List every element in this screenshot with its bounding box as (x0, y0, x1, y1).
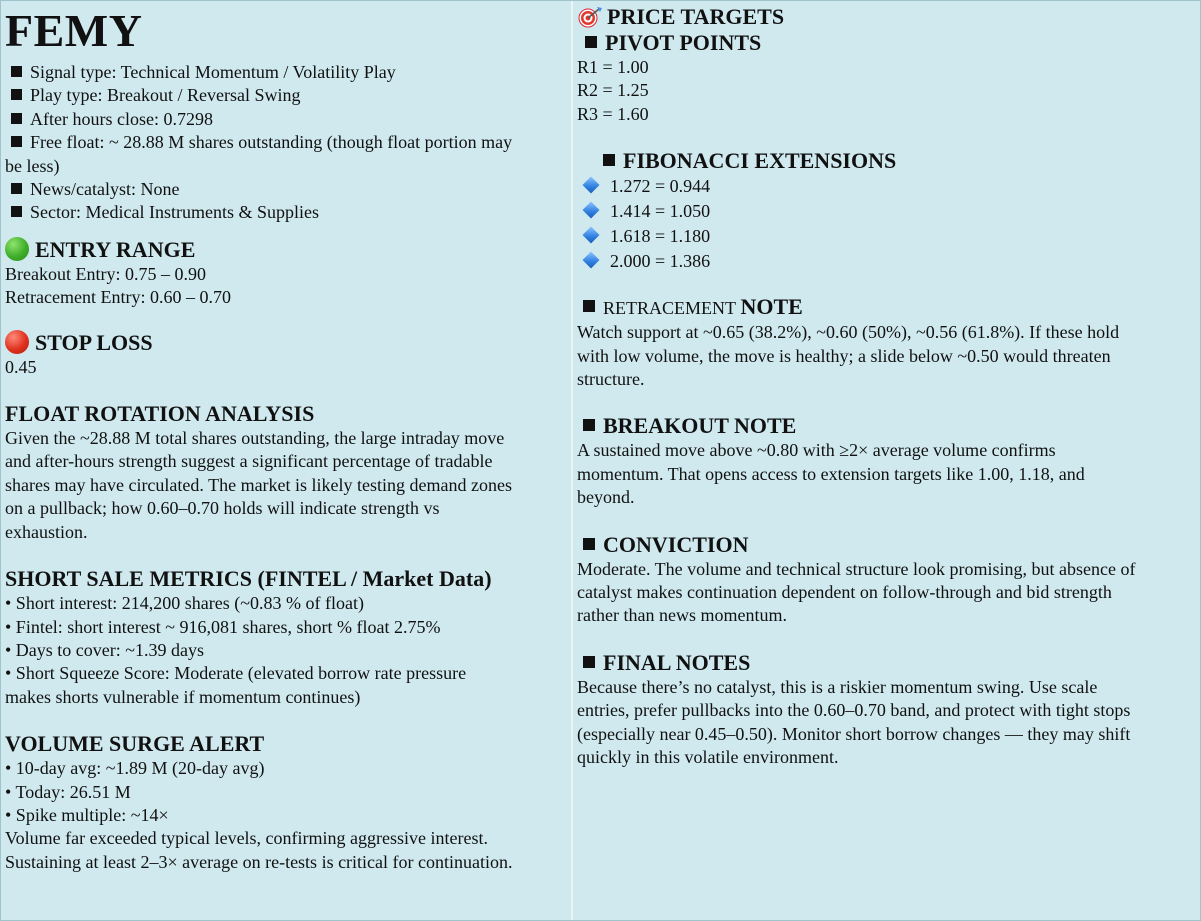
info-signal-type: Signal type: Technical Momentum / Volatility Play (5, 61, 570, 84)
entry-line: Retracement Entry: 0.60 – 0.70 (5, 287, 231, 308)
volume-surge-heading: VOLUME SURGE ALERT (5, 731, 265, 757)
pivot-line: R1 = 1.00 (577, 57, 649, 77)
fib-row: 1.272 = 0.944 (577, 174, 1200, 199)
paragraph-line: on a pullback; how 0.60–0.70 holds will indicate strength vs (5, 498, 440, 519)
fibonacci-heading: FIBONACCI EXTENSIONS (577, 148, 1200, 174)
retracement-line: with low volume, the move is healthy; a slide below ~0.50 would threaten (577, 345, 1111, 366)
price-targets-heading: PRICE TARGETS (577, 4, 1200, 30)
ticker-title: FEMY (5, 5, 143, 56)
volume-line: Volume far exceeded typical levels, confirming aggressive interest. (5, 828, 488, 849)
black-square-icon (583, 538, 595, 550)
stop-loss-heading: STOP LOSS (5, 330, 570, 356)
info-news: News/catalyst: None (5, 178, 570, 201)
short-sale-line: makes shorts vulnerable if momentum continues) (5, 686, 361, 707)
paragraph-line: exhaustion. (5, 521, 88, 542)
short-sale-line: • Short Squeeze Score: Moderate (elevated borrow rate pressure (5, 663, 467, 684)
pivot-line: R3 = 1.60 (577, 103, 649, 124)
info-free-float: Free float: ~ 28.88 M shares outstanding (though float portion may (5, 131, 570, 154)
final-line: entries, prefer pullbacks into the 0.60–0.70 band, and protect with tight stops (577, 700, 1131, 721)
right-column (571, 1, 1200, 920)
breakout-note-heading: BREAKOUT NOTE (577, 413, 1200, 439)
target-dart-icon (577, 6, 603, 28)
breakout-line: beyond. (577, 487, 635, 508)
black-square-icon (11, 89, 22, 100)
breakout-line: momentum. That opens access to extension targets like 1.00, 1.18, and (577, 463, 1085, 484)
breakout-line: A sustained move above ~0.80 with ≥2× average volume confirms (577, 440, 1056, 461)
black-square-icon (11, 136, 22, 147)
black-square-icon (11, 113, 22, 124)
paragraph-line: shares may have circulated. The market is likely testing demand zones (5, 474, 512, 495)
blue-diamond-icon (583, 227, 600, 244)
pivot-points-heading: PIVOT POINTS (577, 30, 1200, 56)
retracement-note-heading: RETRACEMENT NOTE (577, 294, 1200, 321)
final-line: Because there’s no catalyst, this is a riskier momentum swing. Use scale (577, 676, 1098, 697)
short-sale-line: • Short interest: 214,200 shares (~0.83 % of float) (5, 593, 364, 614)
paragraph-line: and after-hours strength suggest a significant percentage of tradable (5, 451, 493, 472)
volume-line: • Spike multiple: ~14× (5, 804, 169, 825)
black-square-icon (603, 154, 615, 166)
volume-line: • 10-day avg: ~1.89 M (20-day avg) (5, 758, 265, 779)
info-play-type: Play type: Breakout / Reversal Swing (5, 84, 570, 107)
final-notes-heading: FINAL NOTES (577, 650, 1200, 676)
black-square-icon (585, 36, 597, 48)
conviction-line: catalyst makes continuation dependent on follow-through and bid strength (577, 582, 1112, 603)
info-sector: Sector: Medical Instruments & Supplies (5, 201, 570, 224)
float-rotation-heading: FLOAT ROTATION ANALYSIS (5, 401, 315, 427)
short-sale-line: • Fintel: short interest ~ 916,081 shares, short % float 2.75% (5, 616, 441, 637)
entry-line: Breakout Entry: 0.75 – 0.90 (5, 263, 206, 284)
black-square-icon (583, 419, 595, 431)
conviction-line: Moderate. The volume and technical structure look promising, but absence of (577, 558, 1136, 579)
black-square-icon (11, 66, 22, 77)
black-square-icon (583, 300, 595, 312)
fib-row: 2.000 = 1.386 (577, 249, 1200, 274)
red-circle-icon (5, 330, 29, 354)
paragraph-line: Given the ~28.88 M total shares outstanding, the large intraday move (5, 428, 505, 449)
fib-row: 1.618 = 1.180 (577, 224, 1200, 249)
retracement-line: Watch support at ~0.65 (38.2%), ~0.60 (50%), ~0.56 (61.8%). If these hold (577, 322, 1120, 343)
stop-loss-value: 0.45 (5, 356, 37, 377)
black-square-icon (11, 183, 22, 194)
info-free-float-cont: be less) (5, 155, 60, 176)
blue-diamond-icon (583, 252, 600, 269)
final-line: quickly in this volatile environment. (577, 747, 839, 768)
green-circle-icon (5, 237, 29, 261)
volume-line: Sustaining at least 2–3× average on re-tests is critical for continuation. (5, 851, 513, 872)
blue-diamond-icon (583, 202, 600, 219)
blue-diamond-icon (583, 177, 600, 194)
conviction-line: rather than news momentum. (577, 605, 787, 626)
left-column (1, 1, 570, 920)
short-sale-line: • Days to cover: ~1.39 days (5, 639, 205, 660)
entry-range-heading: ENTRY RANGE (5, 237, 570, 263)
short-sale-heading: SHORT SALE METRICS (FINTEL / Market Data) (5, 566, 492, 592)
retracement-line: structure. (577, 369, 645, 390)
fib-row: 1.414 = 1.050 (577, 199, 1200, 224)
conviction-heading: CONVICTION (577, 532, 1200, 558)
volume-line: • Today: 26.51 M (5, 781, 131, 802)
black-square-icon (583, 656, 595, 668)
final-line: (especially near 0.45–0.50). Monitor short borrow changes — they may shift (577, 723, 1131, 744)
black-square-icon (11, 206, 22, 217)
pivot-line: R2 = 1.25 (577, 80, 649, 101)
info-after-hours: After hours close: 0.7298 (5, 108, 570, 131)
